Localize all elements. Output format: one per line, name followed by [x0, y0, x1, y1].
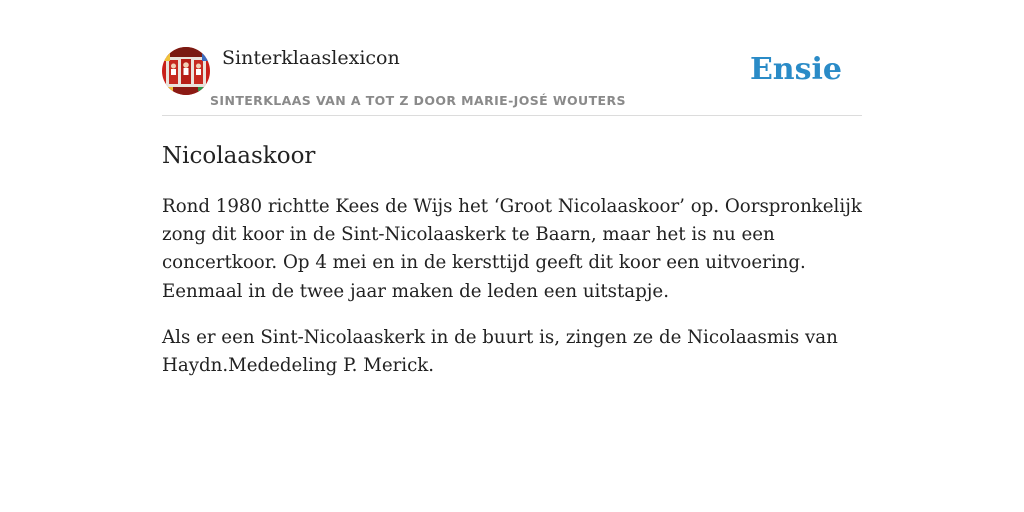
- entry-card: [162, 46, 862, 380]
- entry-header: [162, 46, 862, 116]
- article-paragraph: Als er een Sint-Nicolaaskerk in de buurt is, zingen ze de Nicolaasmis van Haydn.Mededeling P. Merick.: [162, 326, 838, 377]
- site-subtitle: SINTERKLAAS VAN A TOT Z DOOR MARIE-JOSÉ WOUTERS: [210, 93, 626, 108]
- sinterklaas-avatar-icon[interactable]: [162, 47, 210, 95]
- ensie-logo-link[interactable]: Ensie: [749, 52, 842, 87]
- article-title: Nicolaaskoor: [162, 143, 316, 169]
- article-paragraph: Rond 1980 richtte Kees de Wijs het ‘Groot Nicolaaskoor’ op. Oorspronkelijk zong dit koor in de Sint-Nicolaaskerk te Baarn, maar het is nu een concertkoor. Op 4 mei en in de kersttijd geeft dit koor een uitvoering. Eenmaal in de twee jaar maken de leden een uitstapje.: [162, 196, 862, 302]
- site-title[interactable]: Sinterklaaslexicon: [222, 47, 400, 69]
